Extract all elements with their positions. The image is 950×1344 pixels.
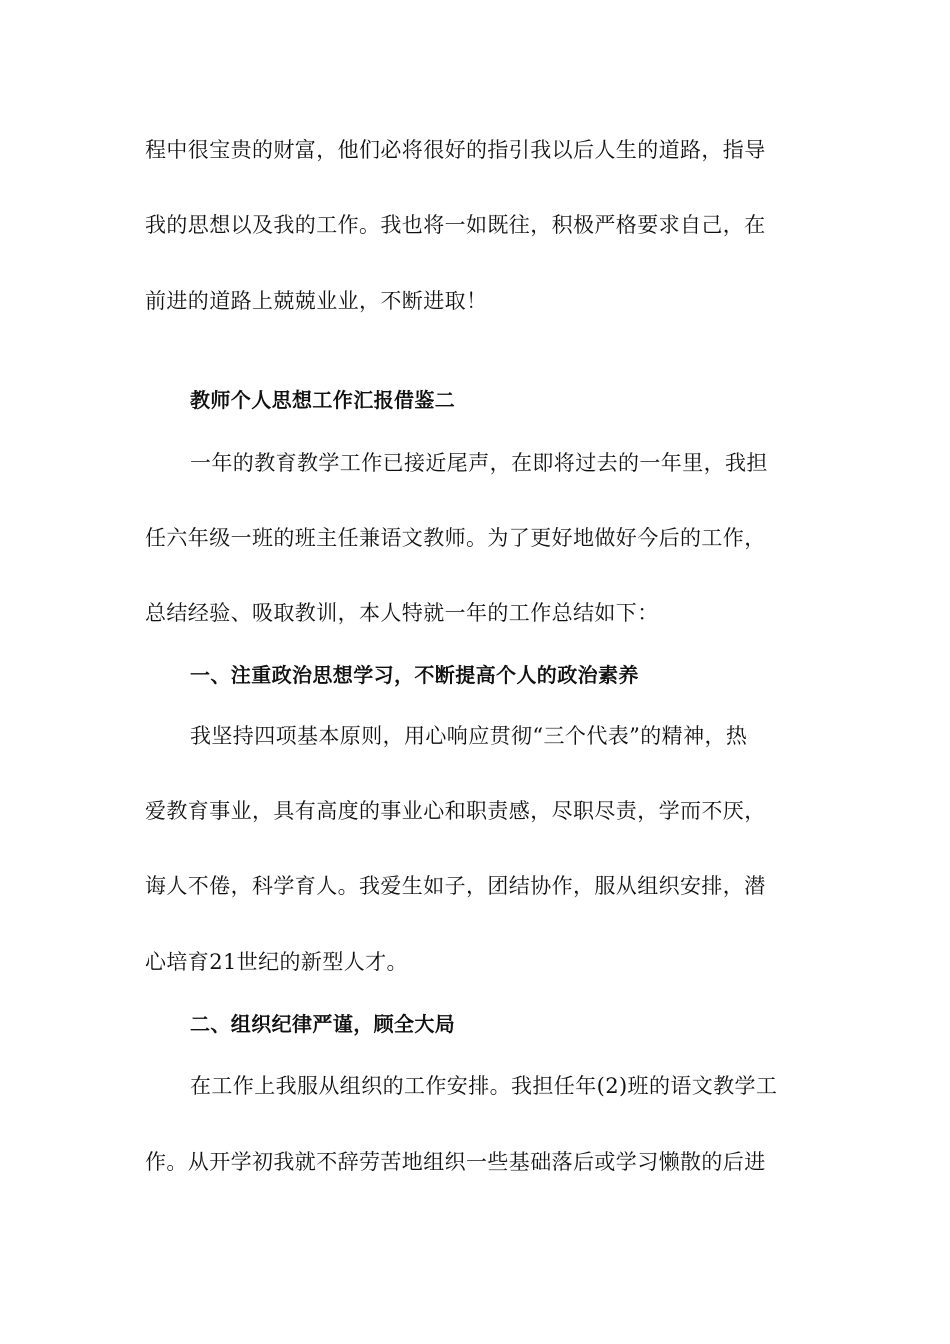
paragraph-line: 爱教育事业，具有高度的事业心和职责感，尽职尽责，学而不厌， xyxy=(145,799,766,823)
paragraph-line: 心培育21世纪的新型人才。 xyxy=(145,950,408,974)
paragraph-line: 一年的教育教学工作已接近尾声，在即将过去的一年里，我担 xyxy=(190,451,768,475)
paragraph-line: 前进的道路上兢兢业业，不断进取！ xyxy=(145,289,488,313)
paragraph-line: 作。从开学初我就不辞劳苦地组织一些基础落后或学习懒散的后进 xyxy=(145,1150,766,1174)
paragraph-line: 程中很宝贵的财富，他们必将很好的指引我以后人生的道路，指导 xyxy=(145,138,766,162)
paragraph-line: 总结经验、吸取教训，本人特就一年的工作总结如下： xyxy=(145,601,659,625)
subheading: 一、注重政治思想学习，不断提高个人的政治素养 xyxy=(190,663,639,687)
paragraph-line: 诲人不倦，科学育人。我爱生如子，团结协作，服从组织安排，潜 xyxy=(145,874,766,898)
section-title: 教师个人思想工作汇报借鉴二 xyxy=(190,388,456,412)
paragraph-line: 任六年级一班的班主任兼语文教师。为了更好地做好今后的工作， xyxy=(145,526,766,550)
paragraph-line: 在工作上我服从组织的工作安排。我担任年(2)班的语文教学工 xyxy=(190,1074,778,1098)
subheading: 二、组织纪律严谨，顾全大局 xyxy=(190,1012,456,1036)
paragraph-line: 我的思想以及我的工作。我也将一如既往，积极严格要求自己，在 xyxy=(145,213,766,237)
paragraph-line: 我坚持四项基本原则，用心响应贯彻“三个代表”的精神，热 xyxy=(190,724,748,748)
